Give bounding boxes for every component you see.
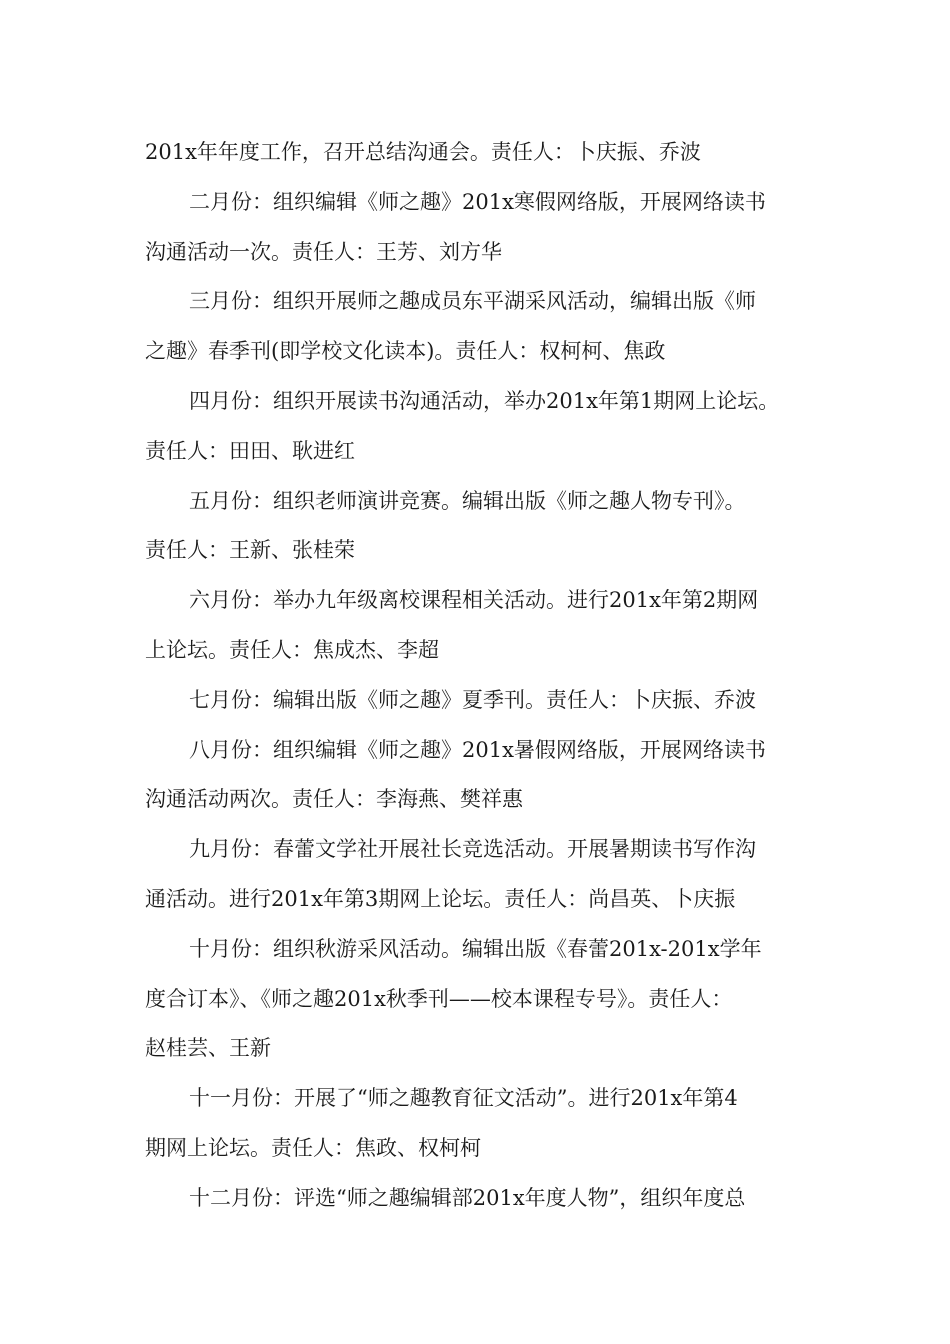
text-line: 之趣》春季刊(即学校文化读本)。责任人：权柯柯、焦政 [145, 339, 666, 364]
text-line: 201x年年度工作，召开总结沟通会。责任人：卜庆振、乔波 [145, 140, 701, 164]
paragraph-start-line: 九月份：春蕾文学社开展社长竞选活动。开展暑期读书写作沟 [189, 837, 756, 862]
paragraph-start-line: 二月份：组织编辑《师之趣》201x寒假网络版，开展网络读书 [189, 189, 766, 214]
paragraph-start-line: 五月份：组织老师演讲竞赛。编辑出版《师之趣人物专刊》。 [189, 488, 746, 513]
paragraph-start-line: 十月份：组织秋游采风活动。编辑出版《春蕾201x-201x学年 [189, 936, 762, 961]
text-line: 沟通活动两次。责任人：李海燕、樊祥惠 [145, 787, 523, 812]
paragraph-start-line: 八月份：组织编辑《师之趣》201x暑假网络版，开展网络读书 [189, 737, 766, 762]
paragraph-start-line: 十二月份：评选“师之趣编辑部201x年度人物”，组织年度总 [189, 1185, 746, 1210]
text-line: 责任人：田田、耿进红 [145, 438, 355, 463]
paragraph-start-line: 三月份：组织开展师之趣成员东平湖采风活动，编辑出版《师 [189, 289, 756, 314]
text-line: 期网上论坛。责任人：焦政、权柯柯 [145, 1135, 481, 1160]
text-line: 赵桂芸、王新 [145, 1036, 271, 1061]
paragraph-start-line: 十一月份：开展了“师之趣教育征文活动”。进行201x年第4 [189, 1086, 738, 1111]
text-line: 责任人：王新、张桂荣 [145, 538, 355, 563]
text-line: 上论坛。责任人：焦成杰、李超 [145, 637, 439, 662]
paragraph-start-line: 六月份：举办九年级离校课程相关活动。进行201x年第2期网 [189, 588, 759, 613]
paragraph-start-line: 四月份：组织开展读书沟通活动，举办201x年第1期网上论坛。 [189, 388, 780, 413]
document-body [145, 128, 810, 1224]
text-line: 通活动。进行201x年第3期网上论坛。责任人：尚昌英、卜庆振 [145, 886, 736, 911]
text-line: 度合订本》、《师之趣201x秋季刊——校本课程专号》。责任人： [145, 986, 733, 1011]
text-line: 沟通活动一次。责任人：王芳、刘方华 [145, 239, 502, 264]
paragraph-start-line: 七月份：编辑出版《师之趣》夏季刊。责任人：卜庆振、乔波 [189, 687, 756, 712]
